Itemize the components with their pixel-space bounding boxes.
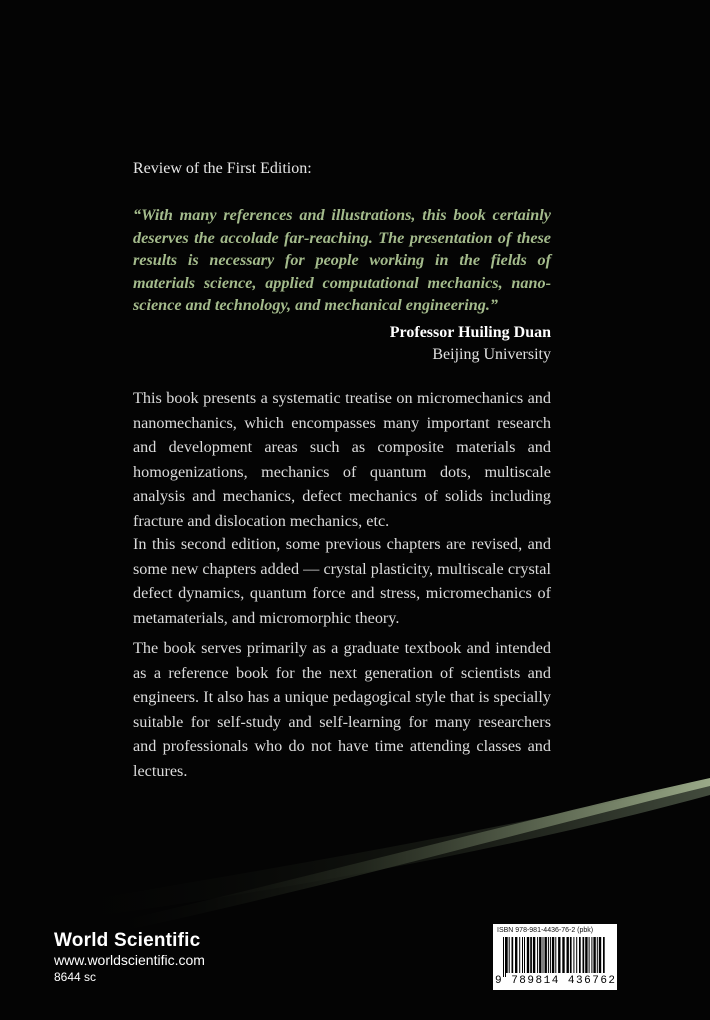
barcode-bar — [583, 937, 585, 973]
barcode-bar — [527, 937, 529, 973]
barcode-bar — [530, 937, 532, 973]
barcode-bar — [524, 937, 525, 973]
barcode-bar — [543, 937, 544, 973]
barcode-bar — [515, 937, 517, 973]
reviewer-affiliation: Beijing University — [432, 346, 551, 363]
barcode-bar — [548, 937, 549, 973]
barcode-bar — [567, 937, 569, 973]
barcode-bars — [499, 937, 611, 977]
barcode-bar — [603, 937, 605, 973]
barcode-bar — [539, 937, 541, 973]
review-heading: Review of the First Edition: — [133, 160, 312, 177]
description-paragraph: The book serves primarily as a graduate textbook and intended as a reference book for the next generation of scientists and engineers. It also has a unique pedagogical style that is specially suitable for self-study and self-learning for many researchers and professionals who do not have time attending classes and lectures. — [133, 639, 551, 780]
review-quote: “With many references and illustrations, this book certainly deserves the accolade far-reaching. The presentation of these results is necessary for people working in the fields of materials science, applied computational mechanics, nano-science and technology, and mechanical engineering.” — [133, 206, 551, 314]
publisher-url: www.worldscientific.com — [54, 952, 205, 968]
description-paragraph: In this second edition, some previous chapters are revised, and some new chapters added — crystal plasticity, multiscale crystal defect dynamics, quantum force and stress, micromechanics of metamaterials, and micromorphic theory. — [133, 535, 551, 627]
barcode-bar — [509, 937, 510, 973]
barcode-bar — [597, 937, 598, 973]
barcode-bar — [579, 937, 581, 973]
publisher-code: 8644 sc — [54, 970, 97, 984]
barcode-bar — [593, 937, 595, 973]
barcode-bar — [522, 937, 523, 973]
barcode-bar — [585, 937, 587, 973]
barcode-bar — [552, 937, 554, 973]
barcode-bar — [505, 937, 506, 977]
publisher-block — [54, 930, 205, 985]
barcode-bar — [519, 937, 520, 973]
barcode-bar — [503, 937, 504, 977]
barcode-bar — [558, 937, 560, 973]
barcode-bar — [533, 937, 535, 973]
barcode-bar — [562, 937, 564, 973]
barcode-bar — [537, 937, 538, 973]
barcode-bar — [550, 937, 551, 973]
barcode-bar — [506, 937, 508, 973]
review-attribution — [390, 322, 551, 366]
barcode-bar — [576, 937, 577, 973]
publisher-name: World Scientific — [54, 930, 201, 951]
barcode-bar — [512, 937, 514, 973]
barcode-bar — [589, 937, 590, 973]
barcode — [493, 924, 617, 990]
barcode-bar — [591, 937, 592, 973]
barcode-bar — [573, 937, 574, 973]
barcode-digits: 9 789814 436762 — [495, 975, 617, 987]
barcode-bar — [555, 937, 556, 973]
reviewer-name: Professor Huiling Duan — [389, 324, 551, 341]
description-paragraph: This book presents a systematic treatise on micromechanics and nanomechanics, which encompasses many important research and development areas such as composite materials and homogenizations, mechanics of quantum dots, multiscale analysis and mechanics, defect mechanics of solids including fracture and dislocation mechanics, etc. — [133, 389, 551, 530]
isbn-label: ISBN 978-981-4436-76-2 (pbk) — [497, 927, 594, 934]
barcode-bar — [599, 937, 601, 973]
barcode-bar — [570, 937, 572, 973]
barcode-bar — [545, 937, 547, 973]
